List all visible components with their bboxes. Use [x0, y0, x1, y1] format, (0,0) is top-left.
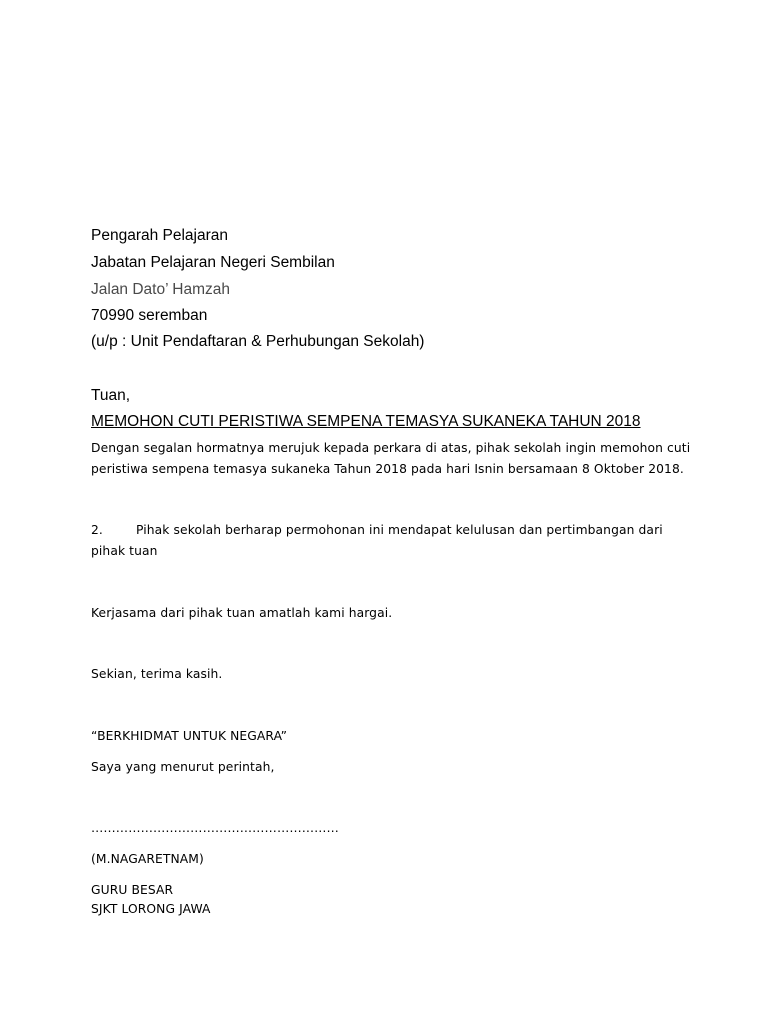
paragraph-1-line-1: Dengan segalan hormatnya merujuk kepada perkara di atas, pihak sekolah ingin memohon cuti — [91, 441, 691, 455]
signature-line: …………………………………………………… — [91, 821, 339, 835]
motto: “BERKHIDMAT UNTUK NEGARA” — [91, 729, 288, 743]
recipient-attention: (u/p : Unit Pendaftaran & Perhubungan Sekolah) — [91, 333, 425, 350]
closing: Sekian, terima kasih. — [91, 667, 223, 681]
signer-title: GURU BESAR — [91, 883, 174, 897]
recipient-title: Pengarah Pelajaran — [91, 227, 229, 244]
recipient-street: Jalan Dato’ Hamzah — [91, 281, 230, 298]
paragraph-2-line-1 — [91, 523, 663, 537]
sign-off: Saya yang menurut perintah, — [91, 760, 275, 774]
paragraph-3: Kerjasama dari pihak tuan amatlah kami hargai. — [91, 606, 393, 620]
paragraph-2-text: Pihak sekolah berharap permohonan ini mendapat kelulusan dan pertimbangan dari — [136, 523, 663, 537]
signer-school: SJKT LORONG JAWA — [91, 902, 211, 916]
paragraph-2-line-2: pihak tuan — [91, 544, 158, 558]
paragraph-1-line-2: peristiwa sempena temasya sukaneka Tahun 2018 pada hari Isnin bersamaan 8 Oktober 2018. — [91, 462, 684, 476]
salutation: Tuan, — [91, 387, 131, 404]
recipient-postcode-city: 70990 seremban — [91, 307, 208, 324]
paragraph-2-number: 2. — [91, 523, 103, 537]
subject-heading: MEMOHON CUTI PERISTIWA SEMPENA TEMASYA SUKANEKA TAHUN 2018 — [91, 413, 641, 430]
signer-name: (M.NAGARETNAM) — [91, 852, 204, 866]
recipient-department: Jabatan Pelajaran Negeri Sembilan — [91, 254, 335, 271]
